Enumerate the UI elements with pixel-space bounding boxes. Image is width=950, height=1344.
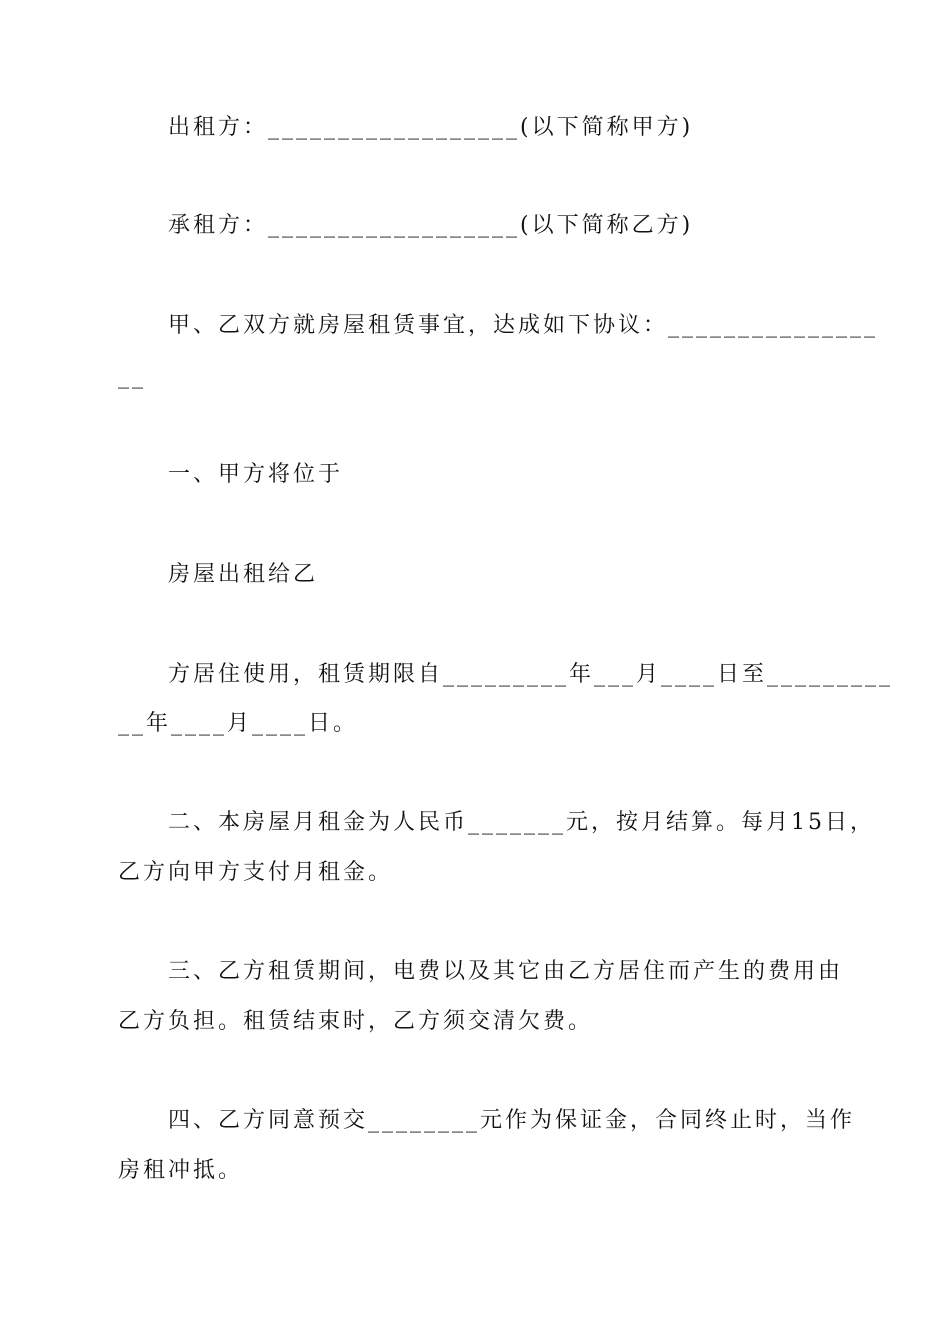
lessor-line: 出租方：__________________(以下简称甲方) bbox=[168, 115, 694, 140]
agreement-intro-line: 甲、乙双方就房屋租赁事宜，达成如下协议：_______________ bbox=[168, 313, 879, 338]
clause-two-line-2: 乙方向甲方支付月租金。 bbox=[118, 860, 394, 885]
clause-one-line-1: 一、甲方将位于 bbox=[168, 462, 344, 487]
agreement-intro-continuation: __ bbox=[118, 364, 146, 389]
clause-three-line-1: 三、乙方租赁期间，电费以及其它由乙方居住而产生的费用由 bbox=[168, 959, 844, 984]
clause-one-line-2: 房屋出租给乙 bbox=[168, 562, 319, 587]
clause-four-line-2: 房租冲抵。 bbox=[118, 1158, 244, 1183]
clause-one-line-3: 方居住使用，租赁期限自_________年___月____日至_________ bbox=[168, 662, 894, 687]
lessee-line: 承租方：__________________(以下简称乙方) bbox=[168, 213, 694, 238]
clause-three-line-2: 乙方负担。租赁结束时，乙方须交清欠费。 bbox=[118, 1009, 594, 1034]
clause-one-line-4: __年____月____日。 bbox=[118, 711, 359, 736]
clause-two-line-1: 二、本房屋月租金为人民币_______元，按月结算。每月15日， bbox=[168, 810, 875, 835]
clause-four-line-1: 四、乙方同意预交________元作为保证金，合同终止时，当作 bbox=[168, 1108, 856, 1133]
